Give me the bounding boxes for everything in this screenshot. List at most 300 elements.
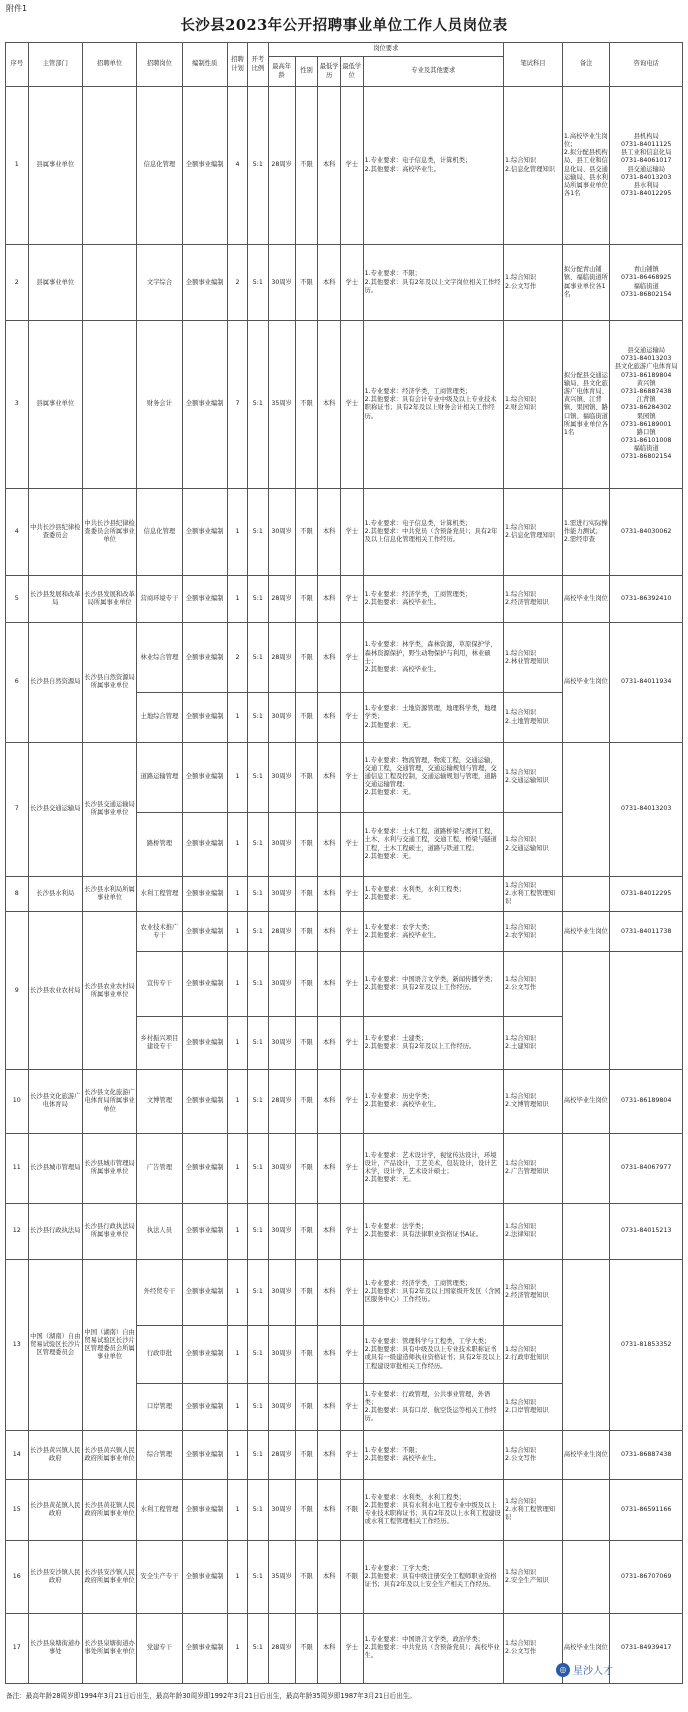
cell-seq: 5: [6, 576, 29, 623]
cell-phone: 0731-86887438: [610, 1430, 683, 1479]
cell-post: 安全生产专干: [137, 1540, 182, 1613]
cell-ratio: 5:1: [248, 1480, 268, 1541]
cell-gender: 不限: [295, 87, 318, 245]
cell-unit: [82, 87, 136, 245]
watermark: [556, 1662, 613, 1677]
cell-education: 本科: [318, 952, 341, 1016]
cell-ratio: 5:1: [248, 1016, 268, 1070]
cell-post: 行政审批: [137, 1325, 182, 1384]
cell-ratio: 5:1: [248, 952, 268, 1016]
cell-exam: 1.综合知识 2.口岸管理知识: [504, 1384, 563, 1431]
cell-remark: 高校毕业生岗位: [562, 1070, 610, 1133]
cell-gender: 不限: [295, 1384, 318, 1431]
cell-count: 4: [227, 87, 247, 245]
cell-remark: [562, 1260, 610, 1431]
cell-count: 1: [227, 1540, 247, 1613]
cell-gender: 不限: [295, 576, 318, 623]
cell-major: 1.专业要求：艺术设计学，视觉传达设计，环境设计，产品设计，工艺美术，包装设计，设计艺术学，设计学，艺术设计硕士； 2.其他要求：无。: [363, 1133, 503, 1203]
cell-exam: 1.综合知识 2.财会知识: [504, 321, 563, 488]
cell-nature: 全额事业编制: [182, 1384, 227, 1431]
cell-nature: 全额事业编制: [182, 1260, 227, 1326]
cell-exam: 1.综合知识 2.安全生产知识: [504, 1540, 563, 1613]
cell-seq: 1: [6, 87, 29, 245]
table-row: [6, 321, 683, 488]
table-row: [6, 245, 683, 321]
cell-max-age: 28周岁: [268, 1070, 295, 1133]
cell-unit: 长沙县安沙镇人民政府所属事业单位: [82, 1540, 136, 1613]
cell-major: 1.专业要求：水利类，水利工程类； 2.其他要求：具有水利水电工程专业中级及以上专业技术职称证书；具有2年及以上水利工程建设或水利工程管理相关工作经历。: [363, 1480, 503, 1541]
cell-count: 1: [227, 576, 247, 623]
cell-max-age: 28周岁: [268, 1430, 295, 1479]
cell-gender: 不限: [295, 877, 318, 912]
cell-post: 水利工程管理: [137, 877, 182, 912]
cell-remark: 高校毕业生岗位: [562, 576, 610, 623]
cell-degree: 学士: [340, 742, 363, 812]
cell-gender: 不限: [295, 245, 318, 321]
cell-count: 1: [227, 877, 247, 912]
header-education: 最低学历: [318, 57, 341, 87]
cell-education: 本科: [318, 87, 341, 245]
cell-gender: 不限: [295, 952, 318, 1016]
cell-degree: 学士: [340, 877, 363, 912]
cell-education: 本科: [318, 1430, 341, 1479]
cell-education: 本科: [318, 912, 341, 952]
cell-exam: 1.综合知识 2.农学知识: [504, 912, 563, 952]
cell-post: 财务会计: [137, 321, 182, 488]
cell-seq: 14: [6, 1430, 29, 1479]
cell-max-age: 30周岁: [268, 693, 295, 742]
cell-nature: 全额事业编制: [182, 488, 227, 576]
cell-nature: 全额事业编制: [182, 1430, 227, 1479]
header-major: 专业及其他要求: [363, 57, 503, 87]
cell-unit: 长沙县文化旅游广电体育局所属事业单位: [82, 1070, 136, 1133]
cell-dept: 长沙县水利局: [28, 877, 82, 912]
cell-ratio: 5:1: [248, 1430, 268, 1479]
cell-count: 1: [227, 1430, 247, 1479]
cell-dept: 中共长沙县纪律检查委员会: [28, 488, 82, 576]
cell-ratio: 5:1: [248, 877, 268, 912]
cell-degree: 不限: [340, 1480, 363, 1541]
cell-count: 1: [227, 1070, 247, 1133]
cell-unit: 中国（湖南）自由贸易试验区长沙片区管理委员会所属事业单位: [82, 1260, 136, 1431]
cell-gender: 不限: [295, 623, 318, 693]
table-row: [6, 1203, 683, 1259]
cell-seq: 17: [6, 1613, 29, 1683]
cell-gender: 不限: [295, 1613, 318, 1683]
cell-ratio: 5:1: [248, 1260, 268, 1326]
cell-remark: [562, 742, 610, 877]
table-row: [6, 1540, 683, 1613]
cell-nature: 全额事业编制: [182, 1203, 227, 1259]
cell-seq: 12: [6, 1203, 29, 1259]
table-row: [6, 912, 683, 952]
cell-ratio: 5:1: [248, 576, 268, 623]
cell-phone: 0731-84013203: [610, 742, 683, 877]
cell-remark: 高校毕业生岗位: [562, 1430, 610, 1479]
cell-degree: 学士: [340, 1133, 363, 1203]
header-requirements: 岗位要求: [268, 43, 503, 57]
cell-seq: 6: [6, 623, 29, 742]
cell-exam: 1.综合知识 2.行政审批知识: [504, 1325, 563, 1384]
cell-post: 文字综合: [137, 245, 182, 321]
cell-major: 1.专业要求：农学大类； 2.其他要求：高校毕业生。: [363, 912, 503, 952]
cell-gender: 不限: [295, 1070, 318, 1133]
cell-max-age: 30周岁: [268, 1384, 295, 1431]
cell-exam: 1.综合知识 2.法律知识: [504, 1203, 563, 1259]
cell-degree: 学士: [340, 321, 363, 488]
table-row: [6, 1430, 683, 1479]
cell-dept: 中国（湖南）自由贸易试验区长沙片区管理委员会: [28, 1260, 82, 1431]
cell-max-age: 28周岁: [268, 87, 295, 245]
attachment-label: 附件1: [6, 4, 28, 13]
cell-seq: 15: [6, 1480, 29, 1541]
cell-education: 本科: [318, 1384, 341, 1431]
cell-count: 2: [227, 245, 247, 321]
cell-remark: 1.需进行实际操作能力测试； 2.需经审查: [562, 488, 610, 576]
cell-education: 本科: [318, 1016, 341, 1070]
cell-degree: 学士: [340, 1070, 363, 1133]
cell-exam: 1.综合知识 2.水利工程管理知识: [504, 877, 563, 912]
header-exam: 笔试科目: [504, 43, 563, 87]
cell-seq: 16: [6, 1540, 29, 1613]
cell-dept: 县属事业单位: [28, 321, 82, 488]
cell-ratio: 5:1: [248, 1133, 268, 1203]
cell-post: 土地综合管理: [137, 693, 182, 742]
cell-max-age: 30周岁: [268, 1480, 295, 1541]
cell-education: 本科: [318, 576, 341, 623]
cell-major: 1.专业要求：经济学类，工商管理类； 2.其他要求：具有2年及以上国家级开发区（含园区服务中心）工作经历。: [363, 1260, 503, 1326]
cell-nature: 全额事业编制: [182, 952, 227, 1016]
cell-degree: 学士: [340, 1430, 363, 1479]
cell-nature: 全额事业编制: [182, 1070, 227, 1133]
cell-nature: 全额事业编制: [182, 576, 227, 623]
cell-seq: 13: [6, 1260, 29, 1431]
cell-ratio: 5:1: [248, 912, 268, 952]
cell-ratio: 5:1: [248, 1070, 268, 1133]
cell-count: 1: [227, 912, 247, 952]
cell-nature: 全额事业编制: [182, 812, 227, 876]
cell-degree: 学士: [340, 576, 363, 623]
cell-max-age: 30周岁: [268, 1016, 295, 1070]
cell-education: 本科: [318, 321, 341, 488]
cell-dept: 长沙县安沙镇人民政府: [28, 1540, 82, 1613]
cell-degree: 学士: [340, 1260, 363, 1326]
cell-degree: 学士: [340, 1384, 363, 1431]
cell-exam: 1.综合知识 2.广告管理知识: [504, 1133, 563, 1203]
cell-education: 本科: [318, 1325, 341, 1384]
cell-unit: [82, 245, 136, 321]
cell-education: 本科: [318, 1540, 341, 1613]
cell-remark: 拟分配青山铺镇、福临街道所属事业单位各1名: [562, 245, 610, 321]
cell-unit: 长沙县水利局所属事业单位: [82, 877, 136, 912]
cell-major: 1.专业要求：不限； 2.其他要求：高校毕业生。: [363, 1430, 503, 1479]
cell-gender: 不限: [295, 812, 318, 876]
cell-post: 综合管理: [137, 1430, 182, 1479]
table-row: [6, 488, 683, 576]
cell-count: 2: [227, 623, 247, 693]
cell-dept: 长沙县泉塘街道办事处: [28, 1613, 82, 1683]
cell-remark: [562, 877, 610, 912]
cell-unit: 长沙县城市管理局所属事业单位: [82, 1133, 136, 1203]
cell-degree: 学士: [340, 952, 363, 1016]
cell-major: 1.专业要求：不限； 2.其他要求：具有2年及以上文字岗位相关工作经历。: [363, 245, 503, 321]
cell-ratio: 5:1: [248, 812, 268, 876]
cell-exam: 1.综合知识 2.土地管理知识: [504, 693, 563, 742]
cell-dept: 长沙县发展和改革局: [28, 576, 82, 623]
cell-remark: 拟分配县交通运输局、县文化旅游广电体育局、黄兴镇、江背镇、果园镇、路口镇、福临街道所属事业单位各1名: [562, 321, 610, 488]
cell-phone: [610, 952, 683, 1070]
header-remark: 备注: [562, 43, 610, 87]
cell-post: 口岸管理: [137, 1384, 182, 1431]
cell-education: 本科: [318, 1260, 341, 1326]
cell-count: 1: [227, 742, 247, 812]
cell-phone: 0731-84939417: [610, 1613, 683, 1683]
cell-count: 1: [227, 1260, 247, 1326]
cell-max-age: 30周岁: [268, 812, 295, 876]
cell-education: 本科: [318, 1613, 341, 1683]
cell-education: 本科: [318, 1070, 341, 1133]
cell-degree: 学士: [340, 1613, 363, 1683]
cell-education: 本科: [318, 877, 341, 912]
cell-exam: 1.综合知识 2.林业管理知识: [504, 623, 563, 693]
cell-nature: 全额事业编制: [182, 693, 227, 742]
cell-degree: 学士: [340, 1203, 363, 1259]
cell-phone: 0731-84030062: [610, 488, 683, 576]
cell-education: 本科: [318, 245, 341, 321]
table-row: [6, 1260, 683, 1326]
cell-post: 信息化管理: [137, 488, 182, 576]
cell-max-age: 30周岁: [268, 1203, 295, 1259]
table-row: [6, 742, 683, 812]
cell-post: 广告管理: [137, 1133, 182, 1203]
cell-education: 本科: [318, 693, 341, 742]
cell-phone: 青山铺镇 0731-86468925 福临街道 0731-86802154: [610, 245, 683, 321]
cell-gender: 不限: [295, 1325, 318, 1384]
header-ratio: 开考比例: [248, 43, 268, 87]
cell-nature: 全额事业编制: [182, 321, 227, 488]
cell-ratio: 5:1: [248, 321, 268, 488]
table-row: [6, 877, 683, 912]
cell-unit: 长沙县黄兴镇人民政府所属事业单位: [82, 1430, 136, 1479]
cell-exam: 1.综合知识 2.公文写作: [504, 952, 563, 1016]
cell-seq: 7: [6, 742, 29, 877]
cell-degree: 学士: [340, 812, 363, 876]
cell-count: 1: [227, 1384, 247, 1431]
cell-gender: 不限: [295, 1203, 318, 1259]
cell-remark: 高校毕业生岗位: [562, 912, 610, 952]
cell-phone: 0731-84011738: [610, 912, 683, 952]
cell-gender: 不限: [295, 1480, 318, 1541]
cell-nature: 全额事业编制: [182, 1016, 227, 1070]
cell-ratio: 5:1: [248, 488, 268, 576]
cell-education: 本科: [318, 742, 341, 812]
cell-degree: 学士: [340, 87, 363, 245]
cell-gender: 不限: [295, 1260, 318, 1326]
cell-phone: 0731-84067977: [610, 1133, 683, 1203]
cell-phone: 0731-86392410: [610, 576, 683, 623]
cell-ratio: 5:1: [248, 1613, 268, 1683]
cell-gender: 不限: [295, 1430, 318, 1479]
cell-count: 1: [227, 693, 247, 742]
cell-major: 1.专业要求：行政管理，公共事业管理，外语类； 2.其他要求：具有口岸、航空货运等相关工作经历。: [363, 1384, 503, 1431]
cell-max-age: 28周岁: [268, 1613, 295, 1683]
cell-max-age: 28周岁: [268, 912, 295, 952]
cell-nature: 全额事业编制: [182, 742, 227, 812]
cell-seq: 11: [6, 1133, 29, 1203]
cell-major: 1.专业要求：土地资源管理，地理科学类，地理学类； 2.其他要求：无。: [363, 693, 503, 742]
cell-ratio: 5:1: [248, 1203, 268, 1259]
header-dept: 主管部门: [28, 43, 82, 87]
cell-gender: 不限: [295, 488, 318, 576]
cell-exam: 1.综合知识 2.交通运输知识: [504, 742, 563, 812]
cell-major: 1.专业要求：法学类； 2.其他要求：具有法律职业资格证书A证。: [363, 1203, 503, 1259]
cell-exam: 1.综合知识 2.公文写作: [504, 1430, 563, 1479]
cell-exam: 1.综合知识 2.经济管理知识: [504, 1260, 563, 1326]
cell-degree: 学士: [340, 245, 363, 321]
cell-major: 1.专业要求：水利类，水利工程类； 2.其他要求：无。: [363, 877, 503, 912]
cell-degree: 学士: [340, 1016, 363, 1070]
cell-phone: 0731-86707069: [610, 1540, 683, 1613]
cell-ratio: 5:1: [248, 1325, 268, 1384]
cell-count: 1: [227, 1016, 247, 1070]
cell-max-age: 35周岁: [268, 1540, 295, 1613]
cell-post: 乡村振兴项目建设专干: [137, 1016, 182, 1070]
cell-major: 1.专业要求：土木工程，道路桥梁与渡河工程，土木、水利与交通工程，交通工程，桥梁与隧道工程，土木工程硕士，道路与铁道工程； 2.其他要求：无。: [363, 812, 503, 876]
cell-count: 1: [227, 1203, 247, 1259]
header-degree: 最低学位: [340, 57, 363, 87]
cell-nature: 全额事业编制: [182, 877, 227, 912]
cell-seq: 9: [6, 912, 29, 1070]
cell-post: 外经贸专干: [137, 1260, 182, 1326]
footer-note: 备注：最高年龄28周岁即1994年3月21日后出生，最高年龄30周岁即1992年3月21日后出生，最高年龄35周岁即1987年3月21日后出生。: [6, 1692, 416, 1700]
cell-phone: 0731-86189804: [610, 1070, 683, 1133]
cell-post: 农业技术推广专干: [137, 912, 182, 952]
cell-degree: 学士: [340, 693, 363, 742]
cell-unit: 长沙县交通运输局所属事业单位: [82, 742, 136, 877]
cell-exam: 1.综合知识 2.信息化管理知识: [504, 87, 563, 245]
cell-degree: 学士: [340, 912, 363, 952]
cell-ratio: 5:1: [248, 245, 268, 321]
header-post: 招聘岗位: [137, 43, 182, 87]
cell-major: 1.专业要求：历史学类； 2.其他要求：高校毕业生。: [363, 1070, 503, 1133]
cell-unit: 长沙县自然资源局所属事业单位: [82, 623, 136, 742]
cell-education: 本科: [318, 1203, 341, 1259]
cell-major: 1.专业要求：林学类，森林资源，草原保护学，森林资源保护，野生动物保护与利用，林业硕士； 2.其他要求：高校毕业生。: [363, 623, 503, 693]
cell-post: 水利工程管理: [137, 1480, 182, 1541]
table-row: [6, 623, 683, 693]
cell-gender: 不限: [295, 742, 318, 812]
cell-remark: [562, 1540, 610, 1613]
cell-exam: 1.综合知识 2.公文写作: [504, 245, 563, 321]
cell-nature: 全额事业编制: [182, 87, 227, 245]
cell-major: 1.专业要求：土建类； 2.其他要求：具有2年及以上工作经历。: [363, 1016, 503, 1070]
cell-degree: 学士: [340, 488, 363, 576]
table-row: [6, 87, 683, 245]
cell-post: 文博管理: [137, 1070, 182, 1133]
table-row: [6, 1480, 683, 1541]
cell-education: 本科: [318, 812, 341, 876]
cell-dept: 长沙县农业农村局: [28, 912, 82, 1070]
cell-remark: [562, 1203, 610, 1259]
cell-gender: 不限: [295, 1540, 318, 1613]
cell-degree: 不限: [340, 1540, 363, 1613]
cell-max-age: 35周岁: [268, 321, 295, 488]
cell-education: 本科: [318, 623, 341, 693]
cell-degree: 学士: [340, 1325, 363, 1384]
cell-max-age: 30周岁: [268, 1260, 295, 1326]
cell-unit: 长沙县泉塘街道办事处所属事业单位: [82, 1613, 136, 1683]
watermark-text: 星沙人才: [573, 1666, 613, 1677]
cell-count: 1: [227, 488, 247, 576]
cell-nature: 全额事业编制: [182, 1480, 227, 1541]
cell-post: 路桥管理: [137, 812, 182, 876]
cell-phone: 0731-86591166: [610, 1480, 683, 1541]
cell-dept: 县属事业单位: [28, 87, 82, 245]
cell-gender: 不限: [295, 321, 318, 488]
cell-seq: 10: [6, 1070, 29, 1133]
header-unit: 招聘单位: [82, 43, 136, 87]
cell-education: 本科: [318, 1480, 341, 1541]
cell-count: 1: [227, 1480, 247, 1541]
cell-remark: 1.高校毕业生岗位； 2.拟分配县机构局、县工业和信息化局、县交通运输局、县水利局所属事业单位各1名: [562, 87, 610, 245]
cell-nature: 全额事业编制: [182, 912, 227, 952]
cell-dept: 长沙县城市管理局: [28, 1133, 82, 1203]
cell-post: 林业综合管理: [137, 623, 182, 693]
cell-ratio: 5:1: [248, 87, 268, 245]
cell-count: 1: [227, 1325, 247, 1384]
cell-dept: 县属事业单位: [28, 245, 82, 321]
header-phone: 咨询电话: [610, 43, 683, 87]
cell-max-age: 30周岁: [268, 245, 295, 321]
cell-remark: [562, 1480, 610, 1541]
cell-major: 1.专业要求：物流管理，物流工程，交通运输，交通工程，交通管理，交通运输规划与管理，交通信息工程及控制，交通运输规划与管理，道路交通运输管理； 2.其他要求：无。: [363, 742, 503, 812]
recruitment-table: [5, 42, 683, 1684]
cell-exam: 1.综合知识 2.文博管理知识: [504, 1070, 563, 1133]
cell-phone: 0731-81853352: [610, 1260, 683, 1431]
cell-ratio: 5:1: [248, 623, 268, 693]
cell-ratio: 5:1: [248, 1384, 268, 1431]
cell-ratio: 5:1: [248, 1540, 268, 1613]
cell-count: 1: [227, 1133, 247, 1203]
cell-major: 1.专业要求：管理科学与工程类，工学大类； 2.其他要求：具有中级及以上专业技术职称证书或具有一级建造师执业资格证书；具有2年及以上工程建设审批相关工作经历。: [363, 1325, 503, 1384]
cell-ratio: 5:1: [248, 742, 268, 812]
cell-gender: 不限: [295, 1133, 318, 1203]
cell-major: 1.专业要求：工学大类； 2.其他要求：具有中级注册安全工程师职业资格证书；具有2年及以上安全生产相关工作经历。: [363, 1540, 503, 1613]
cell-gender: 不限: [295, 1016, 318, 1070]
cell-gender: 不限: [295, 912, 318, 952]
cell-exam: 1.综合知识 2.信息化管理知识: [504, 488, 563, 576]
cell-exam: 1.综合知识 2.水利工程管理知识: [504, 1480, 563, 1541]
cell-post: 执法人员: [137, 1203, 182, 1259]
cell-max-age: 30周岁: [268, 877, 295, 912]
header-seq: 序号: [6, 43, 29, 87]
cell-max-age: 28周岁: [268, 623, 295, 693]
cell-remark: 高校毕业生岗位: [562, 623, 610, 742]
cell-nature: 全额事业编制: [182, 1133, 227, 1203]
cell-dept: 长沙县黄兴镇人民政府: [28, 1430, 82, 1479]
cell-nature: 全额事业编制: [182, 245, 227, 321]
cell-count: 7: [227, 321, 247, 488]
cell-unit: 长沙县农业农村局所属事业单位: [82, 912, 136, 1070]
cell-count: 1: [227, 1613, 247, 1683]
cell-unit: 长沙县行政执法局所属事业单位: [82, 1203, 136, 1259]
cell-degree: 学士: [340, 623, 363, 693]
cell-education: 本科: [318, 1133, 341, 1203]
cell-max-age: 30周岁: [268, 1325, 295, 1384]
cell-ratio: 5:1: [248, 693, 268, 742]
cell-dept: 长沙县交通运输局: [28, 742, 82, 877]
cell-phone: 县交通运输局 0731-84013203 县文化旅游广电体育局 0731-86189804 黄兴镇 0731-86887438 江背镇 0731-86284302 果园镇 0731-86189001 路口镇 0731-86101008 福临街道 0731-86802154: [610, 321, 683, 488]
